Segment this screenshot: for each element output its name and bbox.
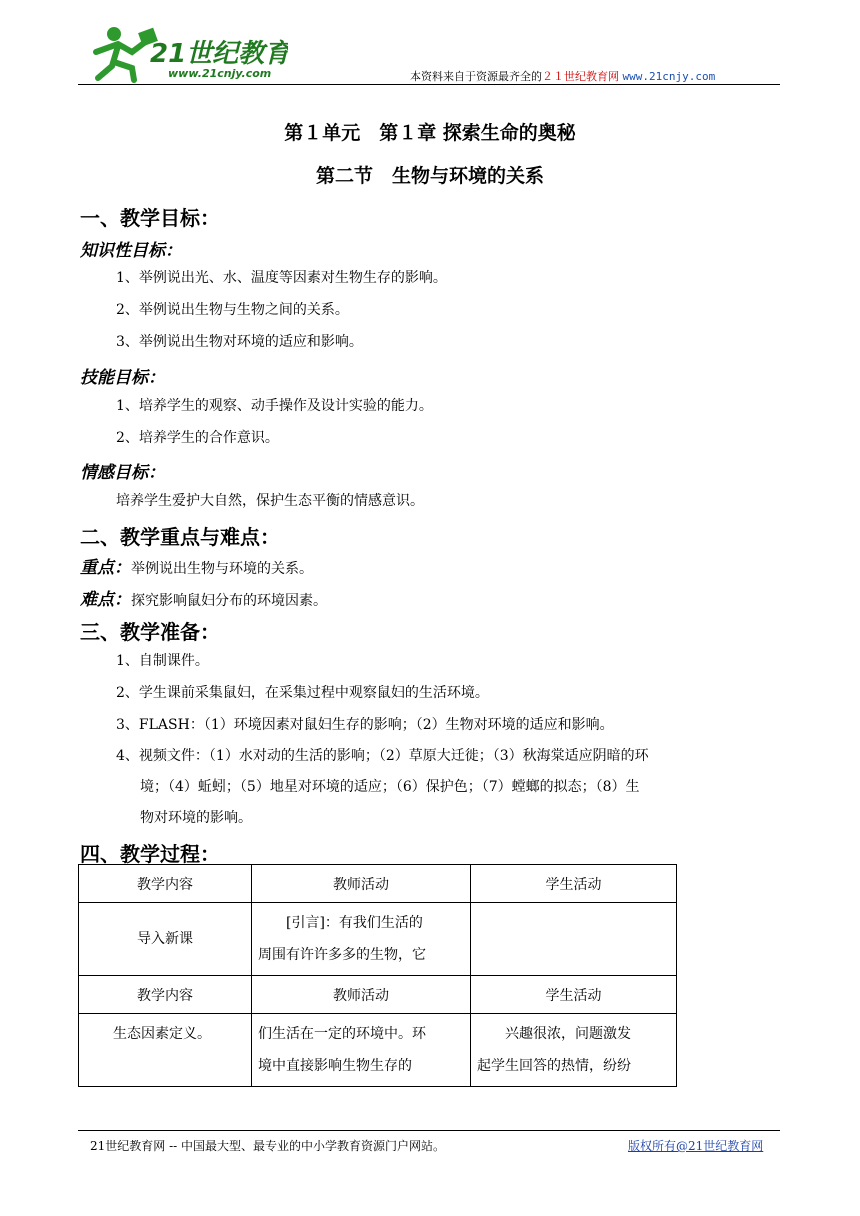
source-prefix: 本资料来自于资源最齐全的 <box>410 70 542 83</box>
skill-item: 2、培养学生的合作意识。 <box>116 430 279 446</box>
logo-url: www.21cnjy.com <box>168 67 272 80</box>
footer-divider <box>78 1130 780 1131</box>
key-point <box>80 553 313 578</box>
footer-tagline: 21世纪教育网 -- 中国最大型、最专业的中小学教育资源门户网站。 <box>90 1139 446 1153</box>
table-row <box>79 903 677 976</box>
section4-heading: 四、教学过程： <box>80 842 220 866</box>
difficult-point <box>80 585 327 610</box>
source-site-name: ２１世纪教育网 <box>542 70 619 83</box>
knowledge-item: 1、举例说出光、水、温度等因素对生物生存的影响。 <box>116 270 447 286</box>
column-header: 教学内容 <box>79 865 252 903</box>
emotion-text: 培养学生爱护大自然，保护生态平衡的情感意识。 <box>116 493 424 509</box>
column-header: 教师活动 <box>252 865 471 903</box>
unit-title: 第１单元 第１章 探索生命的奥秘 <box>284 122 576 144</box>
prep-item: 2、学生课前采集鼠妇，在采集过程中观察鼠妇的生活环境。 <box>116 685 489 701</box>
teaching-process-table <box>78 864 677 1087</box>
prep-item-4-line: 境；（4）蚯蚓；（5）地星对环境的适应；（6）保护色；（7）螳螂的拟态；（8）生 <box>140 779 640 795</box>
knowledge-item: 2、举例说出生物与生物之间的关系。 <box>116 302 349 318</box>
header-source-note <box>410 68 715 84</box>
difficult-point-text: 探究影响鼠妇分布的环境因素。 <box>131 593 327 609</box>
skill-item: 1、培养学生的观察、动手操作及设计实验的能力。 <box>116 398 433 414</box>
column-header: 教学内容 <box>79 976 252 1014</box>
table-cell-teacher: [引言]：有我们生活的 周围有许许多多的生物，它 <box>252 903 471 976</box>
table-cell-student: 兴趣很浓，问题激发 起学生回答的热情，纷纷 <box>471 1014 677 1087</box>
skill-goals-heading: 技能目标： <box>80 368 165 388</box>
header-divider <box>78 84 780 85</box>
section3-heading: 三、教学准备： <box>80 620 220 644</box>
section1-heading: 一、教学目标： <box>80 206 220 230</box>
table-header-row <box>79 976 677 1014</box>
runner-logo-icon <box>88 22 288 84</box>
difficult-point-label: 难点： <box>80 590 131 610</box>
table-header-row <box>79 865 677 903</box>
table-cell-content: 生态因素定义。 <box>79 1014 252 1087</box>
table-cell-student <box>471 903 677 976</box>
knowledge-goals-heading: 知识性目标： <box>80 241 182 261</box>
knowledge-item: 3、举例说出生物对环境的适应和影响。 <box>116 334 363 350</box>
key-point-label: 重点： <box>80 558 131 578</box>
site-logo[interactable] <box>88 22 288 84</box>
column-header: 教师活动 <box>252 976 471 1014</box>
prep-item-4-line: 物对环境的影响。 <box>140 810 252 826</box>
table-cell-content: 导入新课 <box>79 903 252 976</box>
footer-copyright-link[interactable]: 版权所有@21世纪教育网 <box>628 1139 764 1153</box>
prep-item: 3、FLASH：（1）环境因素对鼠妇生存的影响；（2）生物对环境的适应和影响。 <box>116 717 614 733</box>
column-header: 学生活动 <box>471 865 677 903</box>
key-point-text: 举例说出生物与环境的关系。 <box>131 561 313 577</box>
section-title: 第二节 生物与环境的关系 <box>315 165 544 187</box>
column-header: 学生活动 <box>471 976 677 1014</box>
emotion-goals-heading: 情感目标： <box>80 463 165 483</box>
section2-heading: 二、教学重点与难点： <box>80 525 280 549</box>
logo-text: 21世纪教育 <box>150 39 288 69</box>
table-cell-teacher: 们生活在一定的环境中。环 境中直接影响生物生存的 <box>252 1014 471 1087</box>
prep-item: 1、自制课件。 <box>116 653 209 669</box>
source-url-link[interactable]: www.21cnjy.com <box>622 70 716 83</box>
prep-item-4-line: 4、视频文件：（1）水对动的生活的影响；（2）草原大迁徙；（3）秋海棠适应阴暗的环 <box>116 748 649 764</box>
table-row <box>79 1014 677 1087</box>
